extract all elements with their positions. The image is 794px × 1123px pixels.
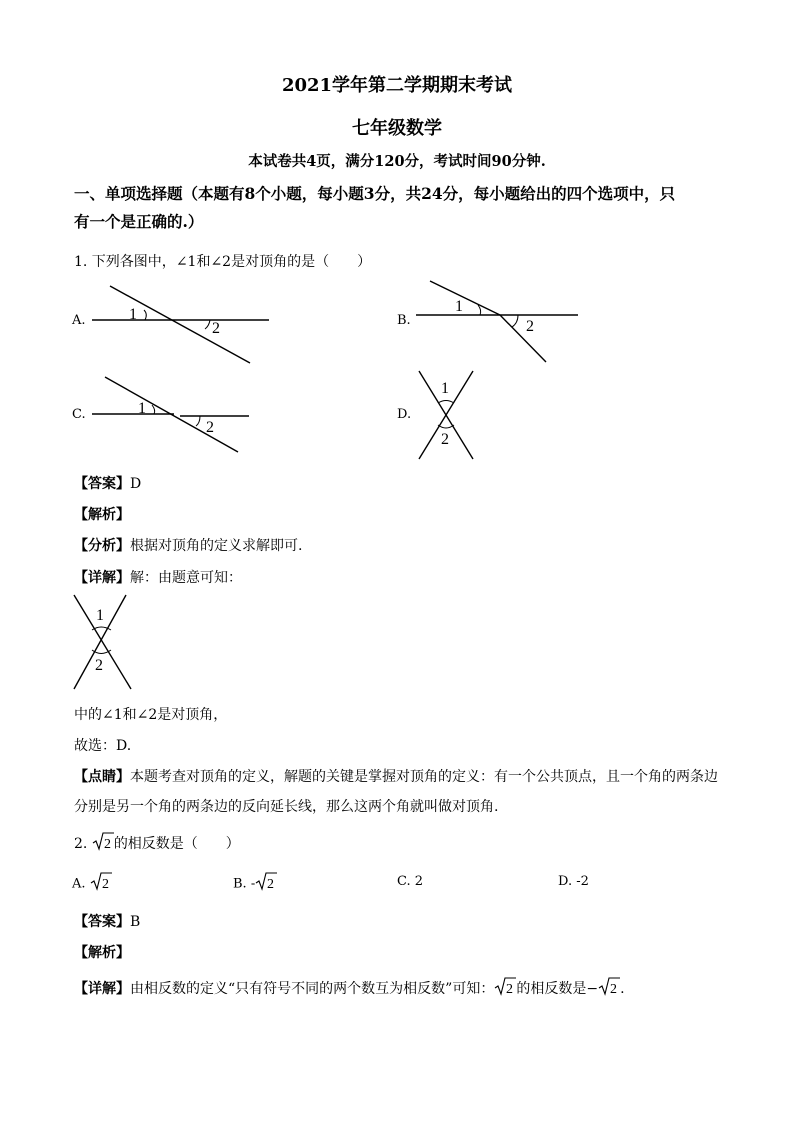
q1-angle1: ∠1: [175, 254, 197, 270]
q2-detail-text: 由相反数的定义“只有符号不同的两个数互为相反数”可知：: [130, 981, 495, 997]
q1-b-angle1-label: 1: [455, 298, 463, 315]
q2-option-a-label: A.: [72, 876, 86, 892]
q1-detail: [74, 567, 242, 587]
section-heading-line1: 一、单项选择题（本题有8个小题，每小题3分，共24分，每小题给出的四个选项中，只: [74, 184, 676, 203]
q2-number: 2.: [74, 836, 88, 852]
q1-option-d-figure: [415, 367, 477, 463]
q1-comment-line1: [74, 766, 718, 786]
q1-analysis-sub-tag: 【分析】: [74, 538, 130, 554]
q2-option-b-label: B. -: [233, 876, 256, 892]
q2-option-d: D. -2: [558, 874, 589, 889]
q2-detail-radicand2: 2: [610, 982, 618, 997]
exam-info: 本试卷共4页，满分120分，考试时间90分钟.: [248, 153, 546, 170]
q1-option-c-figure: [88, 373, 253, 455]
q2-answer-tag: 【答案】: [74, 914, 130, 930]
q1-solution-figure: [70, 592, 134, 692]
q1-option-a-figure: [88, 280, 273, 365]
q1-analysis-text: 根据对顶角的定义求解即可.: [130, 538, 303, 554]
q2-radicand: 2: [103, 837, 111, 852]
q1-solution-angle2-label: 2: [95, 657, 103, 674]
q2-option-b-sqrt: [255, 872, 277, 896]
q2-analysis-tag: 【解析】: [74, 945, 130, 961]
q1-a-angle2-label: 2: [212, 320, 220, 337]
q1-and: 和: [196, 254, 211, 270]
q1-analysis: [74, 535, 302, 555]
q2-option-b-radicand: 2: [267, 877, 275, 892]
q1-stem-prefix: 1. 下列各图中，: [74, 254, 176, 270]
q1-option-b-label: B.: [397, 313, 411, 328]
q2-detail-tag: 【详解】: [74, 981, 130, 997]
q1-conclusion: 中的∠1和∠2是对顶角，: [74, 707, 228, 723]
q1-option-a-label: A.: [72, 313, 86, 328]
q2-answer: [74, 911, 140, 931]
q2-detail-mid: 的相反数是: [516, 981, 587, 997]
q1-angle2: ∠2: [210, 254, 232, 270]
q2-sqrt: [92, 832, 114, 856]
q1-option-d-label: D.: [397, 407, 412, 422]
q1-choice: 故选：D.: [74, 738, 132, 754]
q2-option-c: C. 2: [397, 874, 424, 889]
q1-option-b-figure: [412, 276, 582, 366]
q1-detail-text: 解：由题意可知：: [130, 570, 242, 586]
q2-option-a-sqrt: [90, 872, 112, 896]
q2-option-b: [233, 872, 277, 896]
q1-answer: [74, 473, 141, 493]
q1-comment-tag: 【点睛】: [74, 769, 130, 785]
q1-d-angle1-label: 1: [441, 380, 449, 397]
q1-b-angle2-label: 2: [526, 318, 534, 335]
q1-d-angle2-label: 2: [441, 431, 449, 448]
q1-stem-suffix: 是对顶角的是（ ）: [231, 254, 372, 270]
q1-a-angle1-label: 1: [129, 306, 137, 323]
q1-c-angle1-label: 1: [138, 400, 146, 417]
q1-option-c-label: C.: [72, 407, 86, 422]
q2-detail: [74, 977, 625, 1001]
section-heading-line2: 有一个是正确的.）: [74, 212, 204, 231]
q1-comment-text1: 本题考查对顶角的定义，解题的关键是掌握对顶角的定义：有一个公共顶点，且一个角的两条边: [130, 769, 718, 785]
q2-answer-value: B: [130, 914, 141, 930]
q1-solution-angle1-label: 1: [96, 607, 104, 624]
exam-subtitle: 七年级数学: [352, 118, 442, 139]
q2-detail-sqrt: [494, 977, 516, 1001]
q2-stem-suffix: 的相反数是（ ）: [113, 836, 240, 852]
q2-option-a: [72, 872, 112, 896]
q1-analysis-tag: 【解析】: [74, 507, 130, 523]
q2-detail-sign: −: [586, 981, 599, 997]
q2-detail-end: .: [620, 981, 625, 997]
q1-answer-value: D: [130, 476, 142, 492]
q1-detail-tag: 【详解】: [74, 570, 130, 586]
q2-detail-sqrt2: [598, 977, 620, 1001]
q2-stem: [74, 832, 240, 856]
q1-comment-line2: 分别是另一个角的两条边的反向延长线，那么这两个角就叫做对顶角.: [74, 799, 499, 815]
q2-detail-radicand: 2: [506, 982, 514, 997]
q1-c-angle2-label: 2: [206, 419, 214, 436]
q1-stem: [74, 251, 371, 271]
exam-title: 2021学年第二学期期末考试: [281, 75, 513, 96]
q2-option-a-radicand: 2: [101, 877, 109, 892]
q1-answer-tag: 【答案】: [74, 476, 130, 492]
